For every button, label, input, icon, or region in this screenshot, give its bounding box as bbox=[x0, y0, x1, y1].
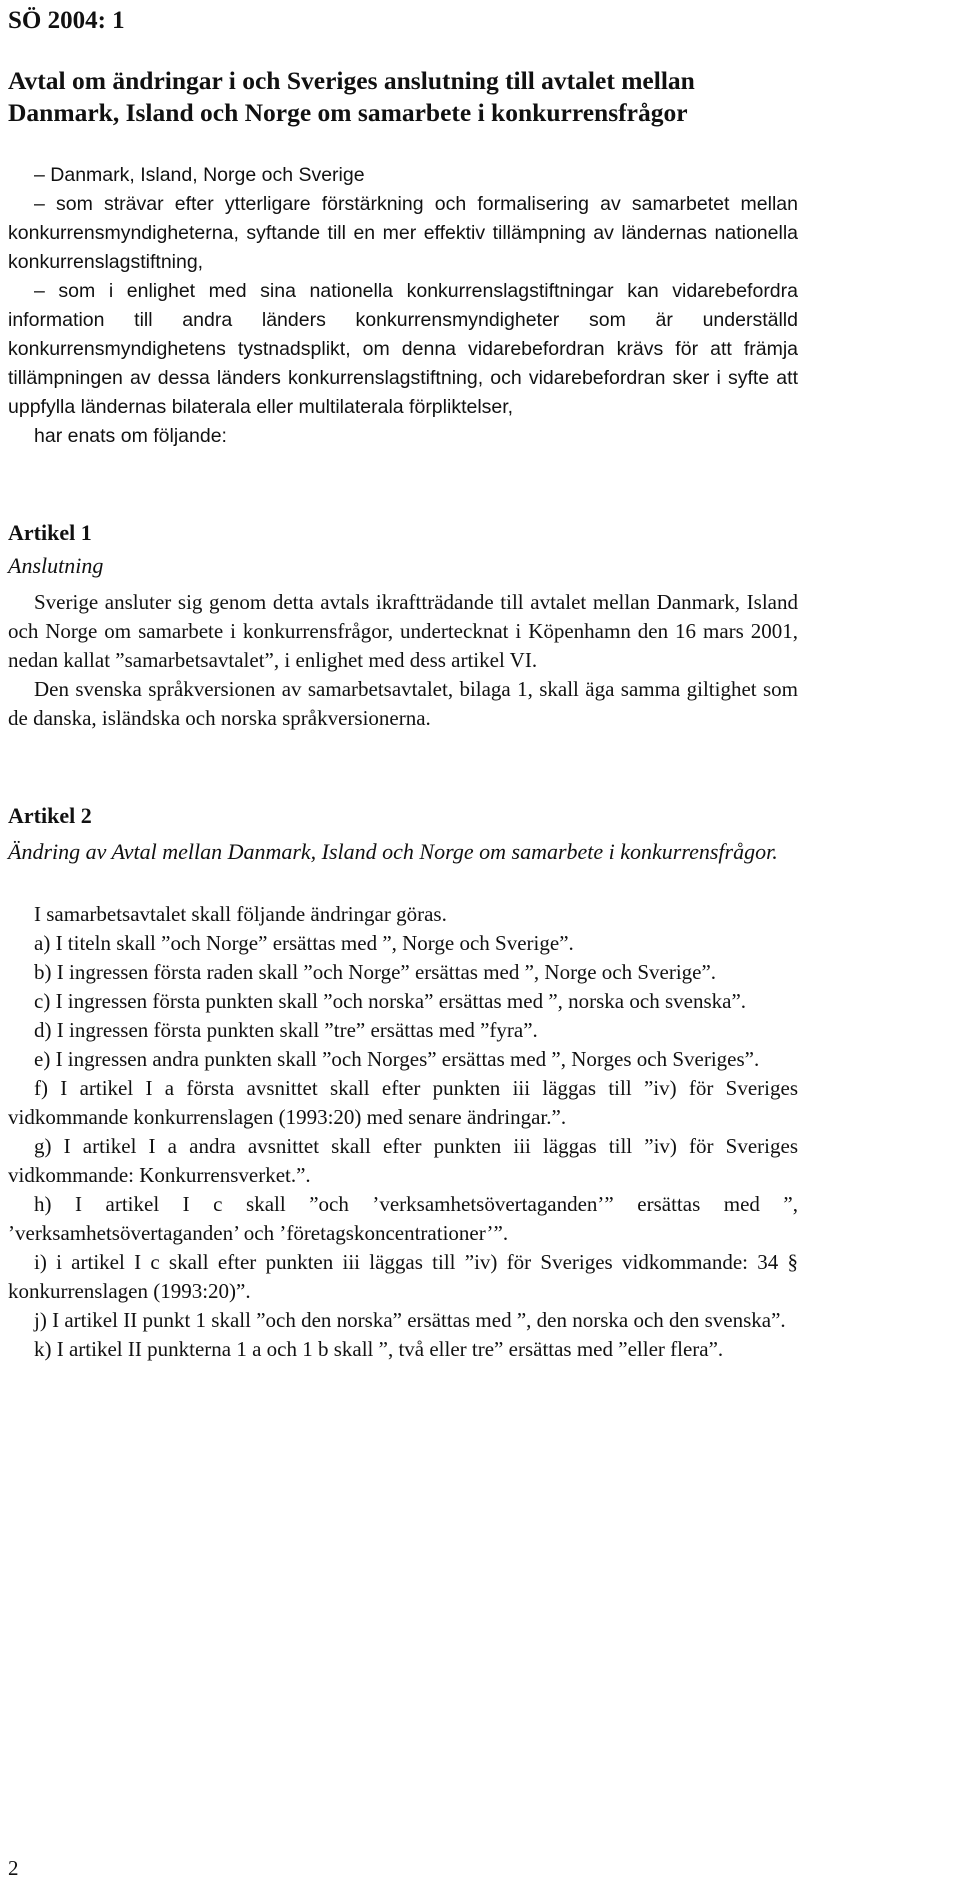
amendment-h: h) I artikel I c skall ”och ’verksamhetsövertaganden’” ersättas med ”, ’verksamhetsövertaganden’ och ’företagskoncentrationer’”. bbox=[8, 1192, 798, 1245]
amendment-j: j) I artikel II punkt 1 skall ”och den norska” ersättas med ”, den norska och den svenska”. bbox=[34, 1308, 786, 1332]
preamble bbox=[8, 161, 798, 451]
page-number: 2 bbox=[8, 1856, 19, 1880]
amendment-d: d) I ingressen första punkten skall ”tre” ersättas med ”fyra”. bbox=[34, 1018, 538, 1042]
preamble-parties: – Danmark, Island, Norge och Sverige bbox=[34, 164, 365, 186]
document-id: SÖ 2004: 1 bbox=[8, 7, 125, 34]
preamble-clause-1: – som strävar efter ytterligare förstärkning och formalisering av samarbetet mellan konkurrensmyndigheterna, syftande till en mer effektiv tillämpning av ländernas nationella konkurrenslagstiftning, bbox=[8, 193, 798, 273]
article-1-paragraph: Den svenska språkversionen av samarbetsavtalet, bilaga 1, skall äga samma giltighet som de danska, isländska och norska språkversionerna. bbox=[8, 677, 798, 730]
article-1-subheading: Anslutning bbox=[8, 553, 104, 578]
article-1-heading: Artikel 1 bbox=[8, 520, 92, 545]
article-2-body bbox=[8, 900, 798, 1364]
article-2-paragraph: I samarbetsavtalet skall följande ändringar göras. bbox=[34, 902, 447, 926]
article-2-heading: Artikel 2 bbox=[8, 803, 92, 828]
amendment-c: c) I ingressen första punkten skall ”och norska” ersättas med ”, norska och svenska”. bbox=[34, 989, 747, 1013]
article-1-body bbox=[8, 588, 798, 733]
amendment-k: k) I artikel II punkterna 1 a och 1 b skall ”, två eller tre” ersättas med ”eller flera”. bbox=[34, 1337, 724, 1361]
article-2-subheading: Ändring av Avtal mellan Danmark, Island och Norge om samarbete i konkurrensfrågor. bbox=[8, 839, 778, 864]
document-title: Avtal om ändringar i och Sveriges anslutning till avtalet mellan Danmark, Island och Norge om samarbete i konkurrensfrågor bbox=[8, 66, 695, 127]
amendment-f: f) I artikel I a första avsnittet skall efter punkten iii läggas till ”iv) för Sveriges vidkommande konkurrenslagen (1993:20) med senare ändringar.”. bbox=[8, 1076, 798, 1129]
amendment-b: b) I ingressen första raden skall ”och Norge” ersättas med ”, Norge och Sverige”. bbox=[34, 960, 717, 984]
amendment-g: g) I artikel I a andra avsnittet skall efter punkten iii läggas till ”iv) för Sveriges vidkommande: Konkurrensverket.”. bbox=[8, 1134, 798, 1187]
amendment-i: i) i artikel I c skall efter punkten iii läggas till ”iv) för Sveriges vidkommande: 34 § konkurrenslagen (1993:20)”. bbox=[8, 1250, 798, 1303]
preamble-clause-2: – som i enlighet med sina nationella konkurrenslagstiftningar kan vidarebefordra information till andra länders konkurrensmyndigheter som är underställd konkurrensmyndighetens tystnadsplikt, om denna vidarebefordran krävs för att främja tillämpningen av dessa länders konkurrenslagstiftning, och vidarebefordran sker i syfte att uppfylla ländernas bilaterala eller multilaterala förpliktelser, bbox=[8, 280, 798, 418]
preamble-agreed: har enats om följande: bbox=[34, 425, 227, 447]
amendment-e: e) I ingressen andra punkten skall ”och Norges” ersättas med ”, Norges och Sveriges”. bbox=[34, 1047, 760, 1071]
article-1-paragraph: Sverige ansluter sig genom detta avtals ikraftträdande till avtalet mellan Danmark, Island och Norge om samarbete i konkurrensfrågor, undertecknat i Köpenhamn den 16 mars 2001, nedan kallat ”samarbetsavtalet”, i enlighet med dess artikel VI. bbox=[8, 590, 798, 672]
amendment-a: a) I titeln skall ”och Norge” ersättas med ”, Norge och Sverige”. bbox=[34, 931, 574, 955]
